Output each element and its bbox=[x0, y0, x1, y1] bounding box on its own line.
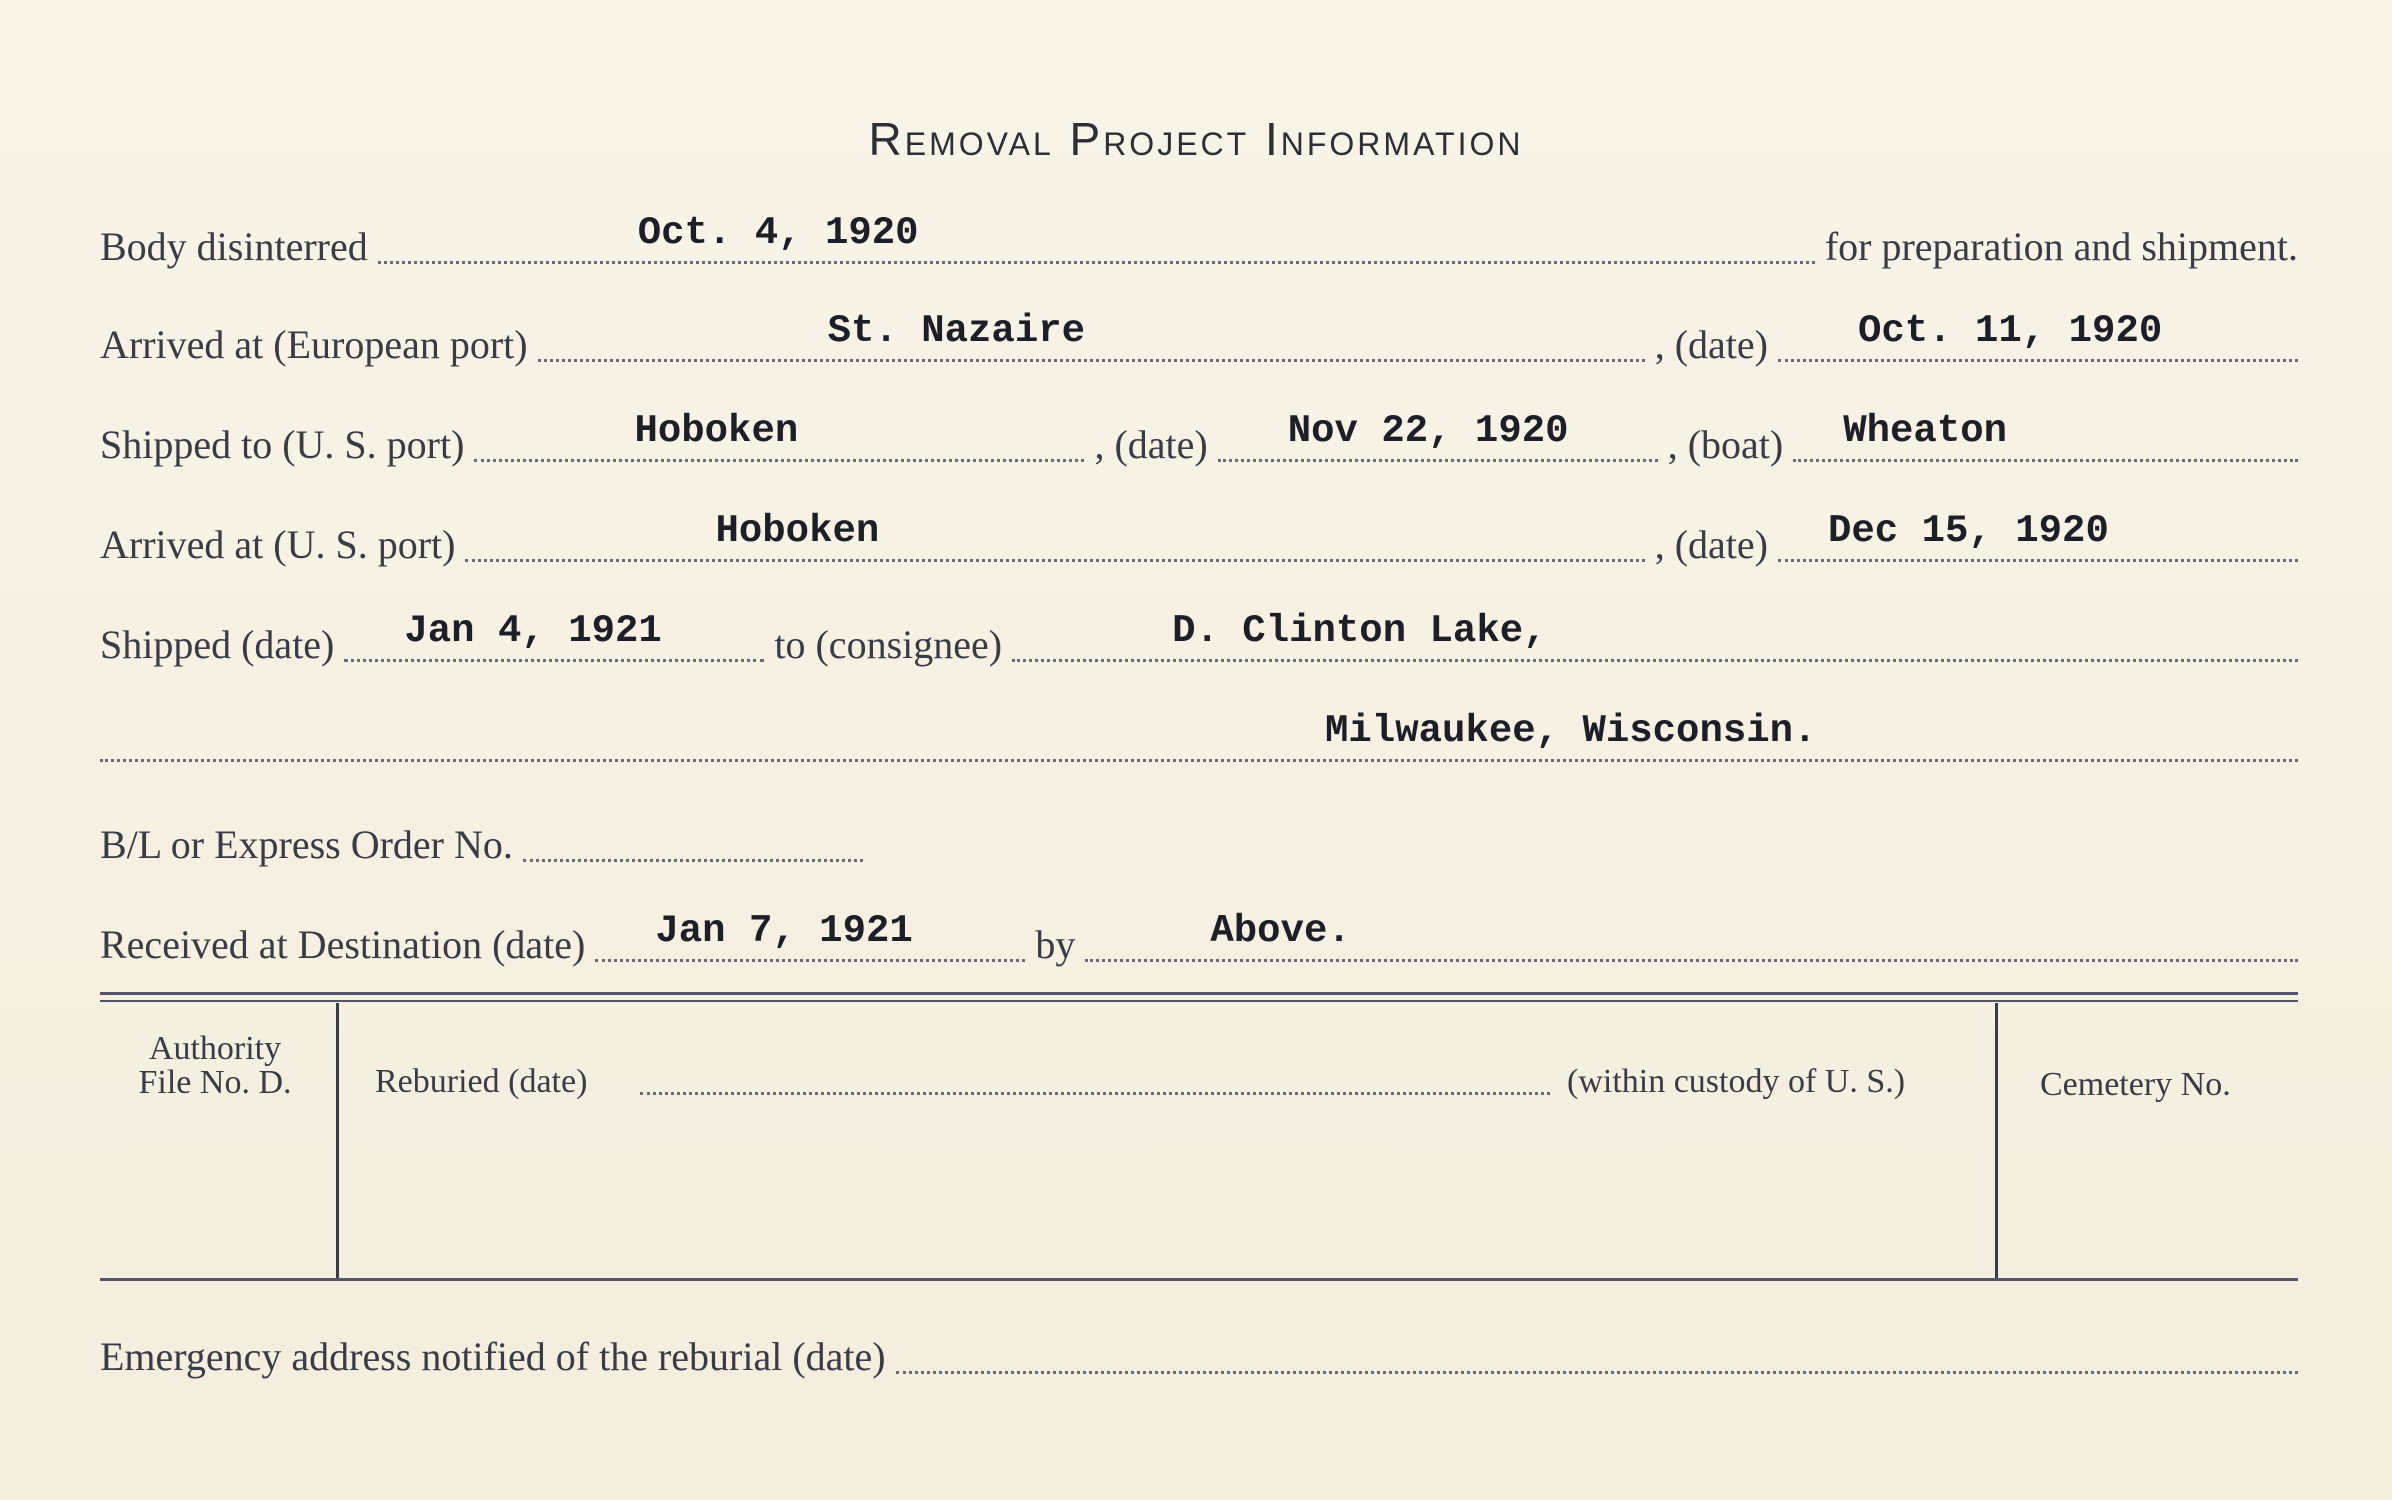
row-body-disinterred bbox=[100, 212, 2298, 272]
label-emergency-address: Emergency address notified of the reburial (date) bbox=[100, 1334, 886, 1379]
value-received-by: Above. bbox=[1210, 909, 1351, 953]
label-shipped-to-us-port: Shipped to (U. S. port) bbox=[100, 422, 465, 467]
field-body-disinterred bbox=[378, 211, 1815, 264]
label-shipped-date: Shipped (date) bbox=[100, 622, 335, 667]
label-authority: Authority bbox=[148, 1030, 282, 1067]
label-body-disinterred: Body disinterred bbox=[100, 224, 368, 269]
card-title: Removal Project Information bbox=[868, 113, 1524, 165]
row-arrived-us-port bbox=[100, 510, 2298, 570]
label-received-destination: Received at Destination (date) bbox=[100, 922, 586, 967]
field-us-arrival-date bbox=[1778, 509, 2298, 562]
field-received-date bbox=[595, 909, 1025, 962]
box-divider-left bbox=[336, 1003, 339, 1278]
field-european-arrival-date bbox=[1778, 309, 2298, 362]
field-european-port bbox=[538, 309, 1645, 362]
label-arrived-european-port: Arrived at (European port) bbox=[100, 322, 528, 367]
label-express-order: B/L or Express Order No. bbox=[100, 822, 513, 867]
field-shipped-to-port bbox=[474, 409, 1084, 462]
value-boat: Wheaton bbox=[1843, 409, 2008, 453]
field-reburied-date bbox=[640, 1092, 1550, 1095]
field-express-order bbox=[523, 819, 863, 862]
field-boat bbox=[1793, 409, 2298, 462]
row-express-order bbox=[100, 810, 873, 870]
value-shipped-date: Nov 22, 1920 bbox=[1287, 409, 1569, 453]
label-file-no: File No. D. bbox=[138, 1064, 292, 1101]
label-date: , (date) bbox=[1654, 322, 1768, 367]
row-shipped-to-us-port bbox=[100, 410, 2298, 470]
label-arrived-us-port: Arrived at (U. S. port) bbox=[100, 522, 456, 567]
field-emergency-date bbox=[896, 1331, 2298, 1374]
value-consignee-name: D. Clinton Lake, bbox=[1172, 609, 1547, 653]
field-shipped-date bbox=[1218, 409, 1658, 462]
field-consignee-address bbox=[100, 709, 2298, 762]
label-date: , (date) bbox=[1654, 522, 1768, 567]
value-received-date: Jan 7, 1921 bbox=[655, 909, 913, 953]
label-boat: , (boat) bbox=[1667, 422, 1784, 467]
box-divider-right bbox=[1995, 1003, 1998, 1278]
label-cemetery-no: Cemetery No. bbox=[2040, 1066, 2231, 1103]
value-european-port: St. Nazaire bbox=[827, 309, 1086, 353]
field-us-port bbox=[465, 509, 1644, 562]
value-body-disinterred-date: Oct. 4, 1920 bbox=[637, 211, 919, 255]
label-reburied-date: Reburied (date) bbox=[375, 1063, 588, 1100]
box-bottom-rule bbox=[100, 1278, 2298, 1281]
field-consignee bbox=[1012, 609, 2298, 662]
value-us-port: Hoboken bbox=[715, 509, 880, 553]
field-received-by bbox=[1085, 909, 2298, 962]
box-top-rule bbox=[100, 992, 2298, 995]
row-arrived-european-port bbox=[100, 310, 2298, 370]
row-shipped-consignee bbox=[100, 610, 2298, 670]
label-by: by bbox=[1035, 922, 1076, 967]
label-to-consignee: to (consignee) bbox=[774, 622, 1003, 667]
label-for-preparation: for preparation and shipment. bbox=[1824, 224, 2298, 269]
label-within-custody: (within custody of U. S.) bbox=[1567, 1063, 1906, 1100]
value-us-arrival-date: Dec 15, 1920 bbox=[1828, 509, 2109, 553]
value-consignee-address: Milwaukee, Wisconsin. bbox=[1325, 709, 1817, 753]
row-received-destination bbox=[100, 910, 2298, 970]
box-top-rule-inner bbox=[100, 1000, 2298, 1002]
value-shipped-out-date: Jan 4, 1921 bbox=[404, 609, 662, 653]
value-european-arrival-date: Oct. 11, 1920 bbox=[1858, 309, 2163, 353]
field-shipped-out-date bbox=[344, 609, 764, 662]
row-emergency-address bbox=[100, 1322, 2298, 1382]
label-authority-file bbox=[100, 1032, 330, 1100]
row-consignee-address bbox=[100, 710, 2298, 770]
value-shipped-to-port: Hoboken bbox=[634, 409, 799, 453]
label-date: , (date) bbox=[1094, 422, 1208, 467]
